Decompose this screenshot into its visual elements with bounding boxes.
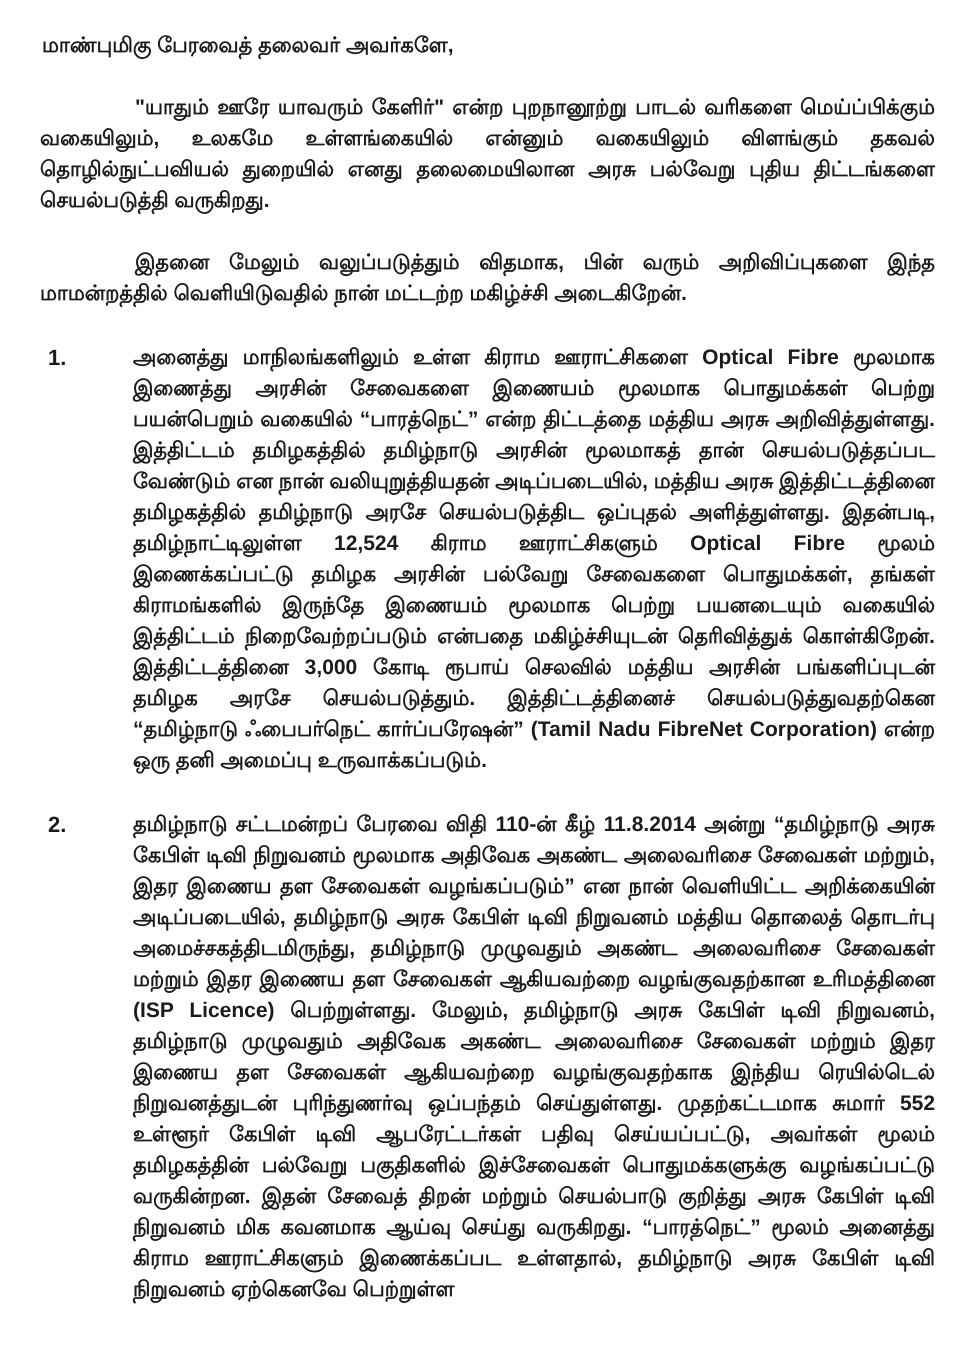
paragraph-announcement-lead: இதனை மேலும் வலுப்படுத்தும் விதமாக, பின் வரும் அறிவிப்புகளை இந்த மாமன்றத்தில் வெளியிடுவதில் நான் மட்டற்ற மகிழ்ச்சி அடைகிறேன். <box>40 251 935 305</box>
list-item-1 <box>40 342 935 776</box>
salutation: மாண்புமிகு பேரவைத் தலைவர் அவர்களே, <box>42 34 454 57</box>
item-2-number: 2. <box>48 812 67 837</box>
item-1-text: அனைத்து மாநிலங்களிலும் உள்ள கிராம ஊராட்சிகளை Optical Fibre மூலமாக இணைத்து அரசின் சேவைகளை இணையம் மூலமாக பொதுமக்கள் பெற்று பயன்பெறும் வகையில் “பாரத்நெட்” என்ற திட்டத்தை மத்திய அரசு அறிவித்துள்ளது. இத்திட்டம் தமிழகத்தில் தமிழ்நாடு அரசின் மூலமாகத் தான் செயல்படுத்தப்பட வேண்டும் என நான் வலியுறுத்தியதன் அடிப்படையில், மத்திய அரசு இத்திட்டத்தினை தமிழகத்தில் தமிழ்நாடு அரசே செயல்படுத்திட ஒப்புதல் அளித்துள்ளது. இதன்படி, தமிழ்நாட்டிலுள்ள 12,524 கிராம ஊராட்சிகளும் Optical Fibre மூலம் இணைக்கப்பட்டு தமிழக அரசின் பல்வேறு சேவைகளை பொதுமக்கள், தங்கள் கிராமங்களில் இருந்தே இணையம் மூலமாக பெற்று பயனடையும் வகையில் இத்திட்டம் நிறைவேற்றப்படும் என்பதை மகிழ்ச்சியுடன் தெரிவித்துக் கொள்கிறேன். இத்திட்டத்தினை 3,000 கோடி ரூபாய் செலவில் மத்திய அரசின் பங்களிப்புடன் தமிழக அரசே செயல்படுத்தும். இத்திட்டத்தினைச் செயல்படுத்துவதற்கென “தமிழ்நாடு ஃபைபர்நெட் கார்ப்பரேஷன்” (Tamil Nadu FibreNet Corporation) என்ற ஒரு தனி அமைப்பு உருவாக்கப்படும். <box>133 346 935 772</box>
item-1-number: 1. <box>48 345 67 370</box>
list-item-2 <box>40 809 935 1305</box>
paragraph-intro: "யாதும் ஊரே யாவரும் கேளிர்" என்ற புறநானூற்று பாடல் வரிகளை மெய்ப்பிக்கும் வகையிலும், உலகமே உள்ளங்கையில் என்னும் வகையிலும் விளங்கும் தகவல் தொழில்நுட்பவியல் துறையில் எனது தலைமையிலான அரசு பல்வேறு புதிய திட்டங்களை செயல்படுத்தி வருகிறது. <box>40 96 935 212</box>
item-2-text: தமிழ்நாடு சட்டமன்றப் பேரவை விதி 110-ன் கீழ் 11.8.2014 அன்று “தமிழ்நாடு அரசு கேபிள் டிவி நிறுவனம் மூலமாக அதிவேக அகண்ட அலைவரிசை சேவைகள் மற்றும், இதர இணைய தள சேவைகள் வழங்கப்படும்” என நான் வெளியிட்ட அறிக்கையின் அடிப்படையில், தமிழ்நாடு அரசு கேபிள் டிவி நிறுவனம் மத்திய தொலைத் தொடர்பு அமைச்சகத்திடமிருந்து, தமிழ்நாடு முழுவதும் அகண்ட அலைவரிசை சேவைகள் மற்றும் இதர இணைய தள சேவைகள் ஆகியவற்றை வழங்குவதற்கான உரிமத்தினை (ISP Licence) பெற்றுள்ளது. மேலும், தமிழ்நாடு அரசு கேபிள் டிவி நிறுவனம், தமிழ்நாடு முழுவதும் அதிவேக அகண்ட அலைவரிசை சேவைகள் மற்றும் இதர இணைய தள சேவைகள் ஆகியவற்றை வழங்குவதற்காக இந்திய ரெயில்டெல் நிறுவனத்துடன் புரிந்துணர்வு ஒப்பந்தம் செய்துள்ளது. முதற்கட்டமாக சுமார் 552 உள்ளூர் கேபிள் டிவி ஆபரேட்டர்கள் பதிவு செய்யப்பட்டு, அவர்கள் மூலம் தமிழகத்தின் பல்வேறு பகுதிகளில் இச்சேவைகள் பொதுமக்களுக்கு வழங்கப்பட்டு வருகின்றன. இதன் சேவைத் திறன் மற்றும் செயல்பாடு குறித்து அரசு கேபிள் டிவி நிறுவனம் மிக கவனமாக ஆய்வு செய்து வருகிறது. “பாரத்நெட்” மூலம் அனைத்து கிராம ஊராட்சிகளும் இணைக்கப்பட உள்ளதால், தமிழ்நாடு அரசு கேபிள் டிவி நிறுவனம் ஏற்கெனவே பெற்றுள்ள <box>133 813 935 1301</box>
